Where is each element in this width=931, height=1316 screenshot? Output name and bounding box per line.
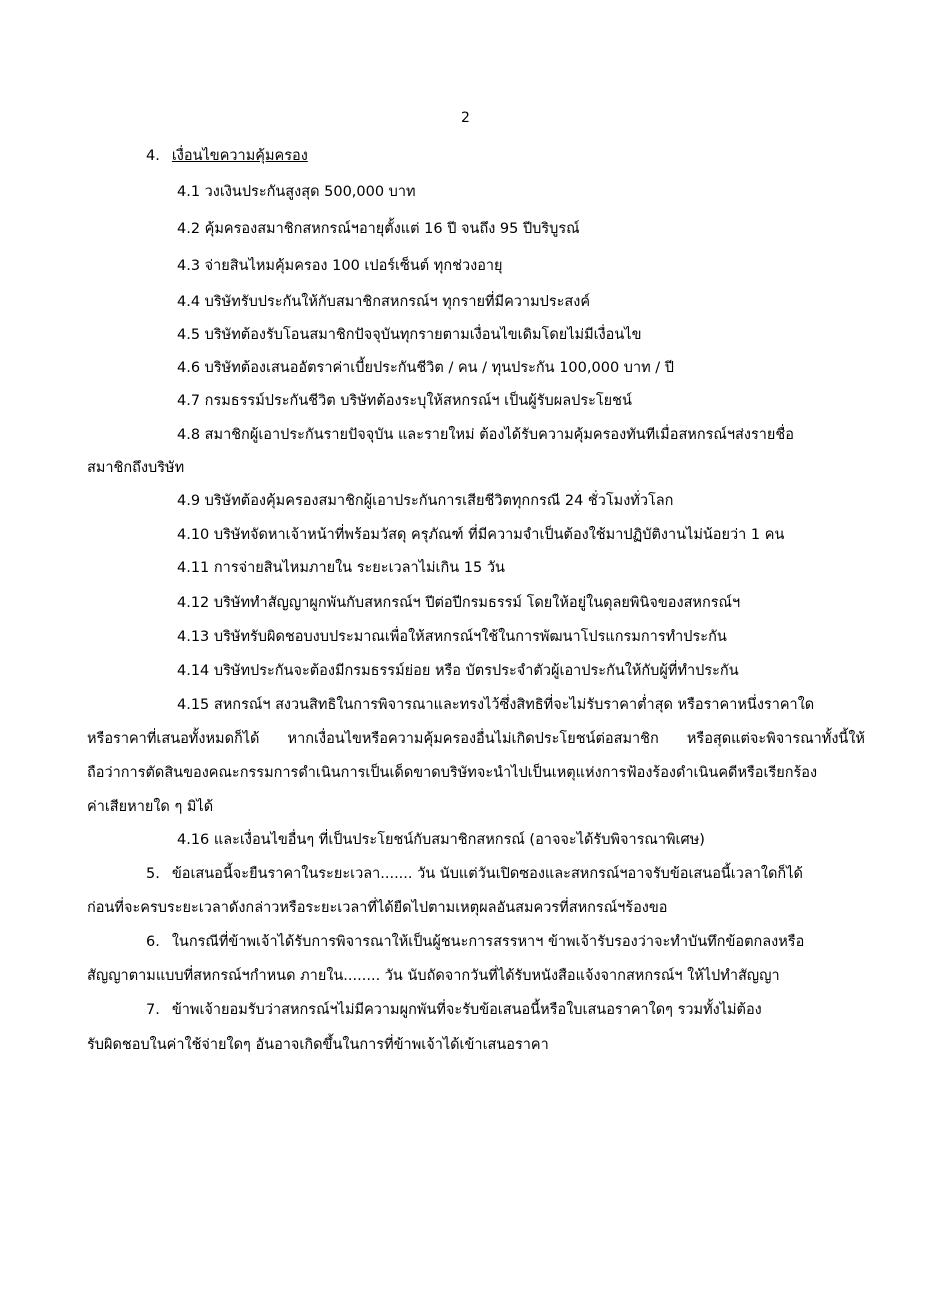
clause-4-15-line4: ค่าเสียหายใด ๆ มิได้ <box>87 799 214 815</box>
clause-4-2: 4.2 คุ้มครองสมาชิกสหกรณ์ฯอายุตั้งแต่ 16 ปี จนถึง 95 ปีบริบูรณ์ <box>177 221 580 237</box>
section-5-line1 <box>146 864 803 884</box>
clause-4-9: 4.9 บริษัทต้องคุ้มครองสมาชิกผู้เอาประกันการเสียชีวิตทุกกรณี 24 ชั่วโมงทั่วโลก <box>177 493 674 509</box>
section-5-line2: ก่อนที่จะครบระยะเวลาดังกล่าวหรือระยะเวลาที่ได้ยืดไปตามเหตุผลอันสมควรที่สหกรณ์ฯร้องขอ <box>87 900 668 916</box>
section-7-line2: รับผิดชอบในค่าใช้จ่ายใดๆ อันอาจเกิดขึ้นในการที่ข้าพเจ้าได้เข้าเสนอราคา <box>87 1037 549 1053</box>
clause-4-15-line1: 4.15 สหกรณ์ฯ สงวนสิทธิในการพิจารณาและทรงไว้ซึ่งสิทธิที่จะไม่รับราคาต่ำสุด หรือราคาหนึ่งราคาใด <box>177 697 815 713</box>
clause-4-8-line1: 4.8 สมาชิกผู้เอาประกันรายปัจจุบัน และรายใหม่ ต้องได้รับความคุ้มครองทันทีเมื่อสหกรณ์ฯส่งรายชื่อ <box>177 427 794 443</box>
section-number: 5. <box>146 866 160 882</box>
section-6-text: ในกรณีที่ข้าพเจ้าได้รับการพิจารณาให้เป็นผู้ชนะการสรรหาฯ ข้าพเจ้ารับรองว่าจะทำบันทึกข้อตกลงหรือ <box>171 934 805 950</box>
clause-4-6: 4.6 บริษัทต้องเสนออัตราค่าเบี้ยประกันชีวิต / คน / ทุนประกัน 100,000 บาท / ปี <box>177 360 674 376</box>
section-4-heading <box>146 146 308 166</box>
page-number: 2 <box>461 110 470 126</box>
clause-4-5: 4.5 บริษัทต้องรับโอนสมาชิกปัจจุบันทุกรายตามเงื่อนไขเดิมโดยไม่มีเงื่อนไข <box>177 327 642 343</box>
clause-4-7: 4.7 กรมธรรม์ประกันชีวิต บริษัทต้องระบุให้สหกรณ์ฯ เป็นผู้รับผลประโยชน์ <box>177 393 632 409</box>
section-6-line2: สัญญาตามแบบที่สหกรณ์ฯกำหนด ภายใน........ วัน นับถัดจากวันที่ได้รับหนังสือแจ้งจากสหกรณ์ฯ ให้ไปทำสัญญา <box>87 968 780 984</box>
section-number: 6. <box>146 934 160 950</box>
clause-4-16: 4.16 และเงื่อนไขอื่นๆ ที่เป็นประโยชน์กับสมาชิกสหกรณ์ (อาจจะได้รับพิจารณาพิเศษ) <box>177 832 705 848</box>
clause-4-15-line2: หรือราคาที่เสนอทั้งหมดก็ได้ หากเงื่อนไขหรือความคุ้มครองอื่นไม่เกิดประโยชน์ต่อสมาชิก หรือสุดแต่จะพิจารณาทั้งนี้ให้ <box>87 731 865 747</box>
clause-4-12: 4.12 บริษัททำสัญญาผูกพันกับสหกรณ์ฯ ปีต่อปีกรมธรรม์ โดยให้อยู่ในดุลยพินิจของสหกรณ์ฯ <box>177 595 741 611</box>
clause-4-3: 4.3 จ่ายสินไหมคุ้มครอง 100 เปอร์เซ็นต์ ทุกช่วงอายุ <box>177 258 503 274</box>
clause-4-1: 4.1 วงเงินประกันสูงสุด 500,000 บาท <box>177 184 416 200</box>
clause-4-14: 4.14 บริษัทประกันจะต้องมีกรมธรรม์ย่อย หรือ บัตรประจำตัวผู้เอาประกันให้กับผู้ที่ทำประกัน <box>177 663 739 679</box>
section-7-text: ข้าพเจ้ายอมรับว่าสหกรณ์ฯไม่มีความผูกพันที่จะรับข้อเสนอนี้หรือใบเสนอราคาใดๆ รวมทั้งไม่ต้อง <box>171 1002 762 1018</box>
section-title: เงื่อนไขความคุ้มครอง <box>171 148 308 164</box>
section-number: 7. <box>146 1002 160 1018</box>
section-5-text: ข้อเสนอนี้จะยืนราคาในระยะเวลา....... วัน นับแต่วันเปิดซองและสหกรณ์ฯอาจรับข้อเสนอนี้เวลาใดก็ได้ <box>171 866 803 882</box>
clause-4-11: 4.11 การจ่ายสินไหมภายใน ระยะเวลาไม่เกิน 15 วัน <box>177 560 505 576</box>
clause-4-4: 4.4 บริษัทรับประกันให้กับสมาชิกสหกรณ์ฯ ทุกรายที่มีความประสงค์ <box>177 294 591 310</box>
clause-4-13: 4.13 บริษัทรับผิดชอบงบประมาณเพื่อให้สหกรณ์ฯใช้ในการพัฒนาโปรแกรมการทำประกัน <box>177 629 727 645</box>
clause-4-8-line2: สมาชิกถึงบริษัท <box>87 460 185 476</box>
clause-4-15-line3: ถือว่าการตัดสินของคณะกรรมการดำเนินการเป็นเด็ดขาดบริษัทจะนำไปเป็นเหตุแห่งการฟ้องร้องดำเนินคดีหรือเรียกร้อง <box>87 765 818 781</box>
section-number: 4. <box>146 148 160 164</box>
section-6-line1 <box>146 932 804 952</box>
section-7-line1 <box>146 1000 762 1020</box>
clause-4-10: 4.10 บริษัทจัดหาเจ้าหน้าที่พร้อมวัสดุ ครุภัณฑ์ ที่มีความจำเป็นต้องใช้มาปฏิบัติงานไม่น้อยว่า 1 คน <box>177 527 785 543</box>
